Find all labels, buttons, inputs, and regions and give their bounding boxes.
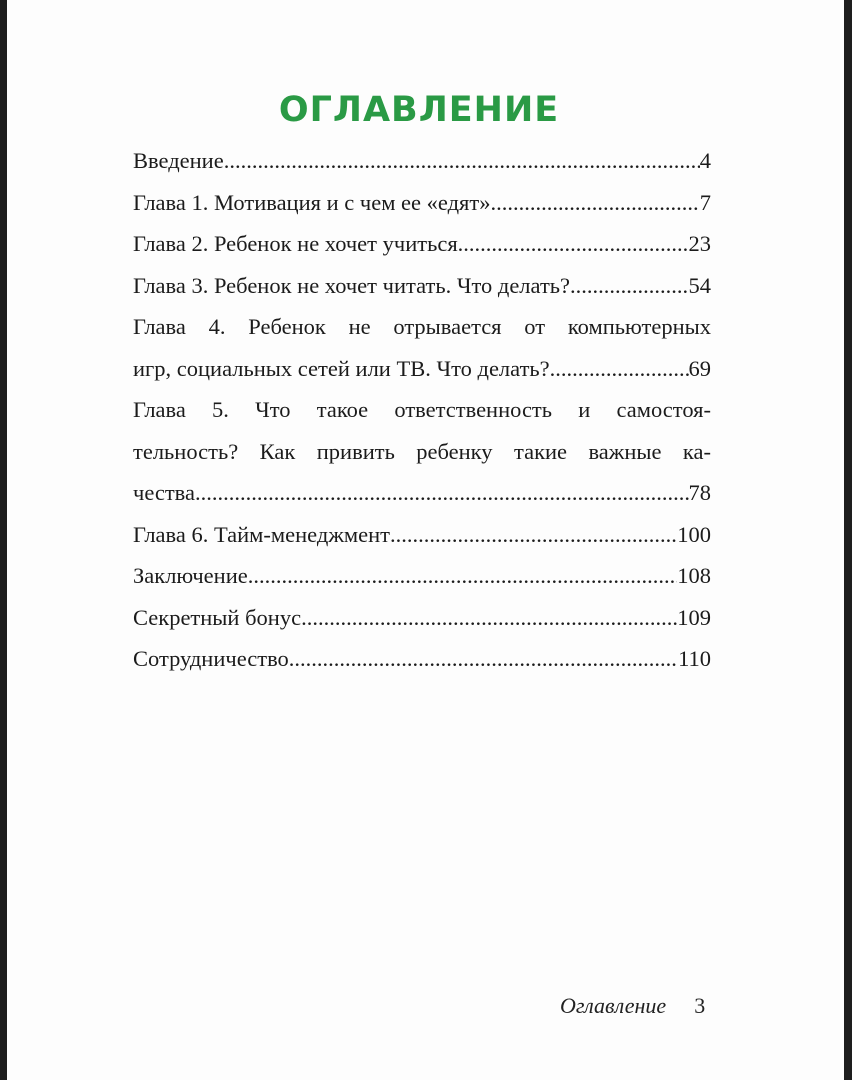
toc-entry-conclusion[interactable] — [133, 555, 711, 597]
toc-page-number: 7 — [699, 189, 711, 215]
toc-entry-title-line: Глава 5. Что такое ответственность и самостоя- — [133, 397, 711, 422]
toc-page-number: 108 — [677, 563, 711, 588]
toc-entry-secret-bonus[interactable] — [133, 597, 711, 639]
table-of-contents — [133, 140, 711, 680]
toc-page-number: 78 — [688, 480, 711, 505]
toc-entry-chapter-1[interactable] — [133, 182, 711, 224]
toc-page-number: 4 — [699, 148, 711, 173]
toc-entry-title: Глава 1. Мотивация и с чем ее «едят» — [133, 189, 491, 215]
toc-entry-intro[interactable] — [133, 140, 711, 182]
dot-leader — [301, 597, 677, 639]
dot-leader — [224, 140, 700, 182]
dot-leader — [490, 182, 699, 224]
toc-entry-title: Секретный бонус — [133, 604, 302, 630]
toc-entry-cooperation[interactable] — [133, 638, 711, 680]
toc-page-number: 110 — [678, 646, 711, 671]
running-footer-title: Оглавление — [560, 993, 667, 1018]
toc-page-number: 100 — [677, 521, 711, 547]
dot-leader — [458, 223, 689, 265]
page-number: 3 — [694, 993, 706, 1018]
page-footer — [560, 993, 705, 1019]
toc-page-number: 23 — [688, 231, 711, 256]
dot-leader — [289, 638, 678, 680]
toc-entry-chapter-6[interactable] — [133, 514, 711, 556]
toc-page-number: 69 — [688, 355, 711, 381]
page-title: ОГЛАВЛЕНИЕ — [278, 90, 560, 130]
toc-entry-chapter-2[interactable] — [133, 223, 711, 265]
toc-entry-title: Введение — [133, 148, 224, 173]
toc-entry-title-line: Глава 4. Ребенок не отрывается от компьютерных — [133, 314, 711, 339]
dot-leader — [550, 348, 689, 390]
toc-entry-title: чества — [133, 480, 195, 505]
toc-page-number: 54 — [688, 272, 711, 298]
toc-entry-title: Глава 3. Ребенок не хочет читать. Что делать? — [133, 272, 571, 298]
toc-entry-title-line: тельность? Как привить ребенку такие важные ка- — [133, 438, 711, 464]
dot-leader — [195, 472, 689, 514]
toc-entry-chapter-3[interactable] — [133, 265, 711, 307]
toc-entry-title: игр, социальных сетей или ТВ. Что делать? — [133, 355, 550, 381]
dot-leader — [390, 514, 677, 556]
toc-entry-title: Сотрудничество — [133, 646, 289, 671]
toc-entry-chapter-4[interactable] — [133, 306, 711, 389]
toc-entry-title: Глава 6. Тайм-менеджмент — [133, 521, 390, 547]
toc-entry-chapter-5[interactable] — [133, 389, 711, 514]
toc-entry-title: Заключение — [133, 563, 248, 588]
toc-page-number: 109 — [677, 604, 711, 630]
toc-entry-title: Глава 2. Ребенок не хочет учиться — [133, 231, 458, 256]
dot-leader — [570, 265, 688, 307]
dot-leader — [248, 555, 678, 597]
